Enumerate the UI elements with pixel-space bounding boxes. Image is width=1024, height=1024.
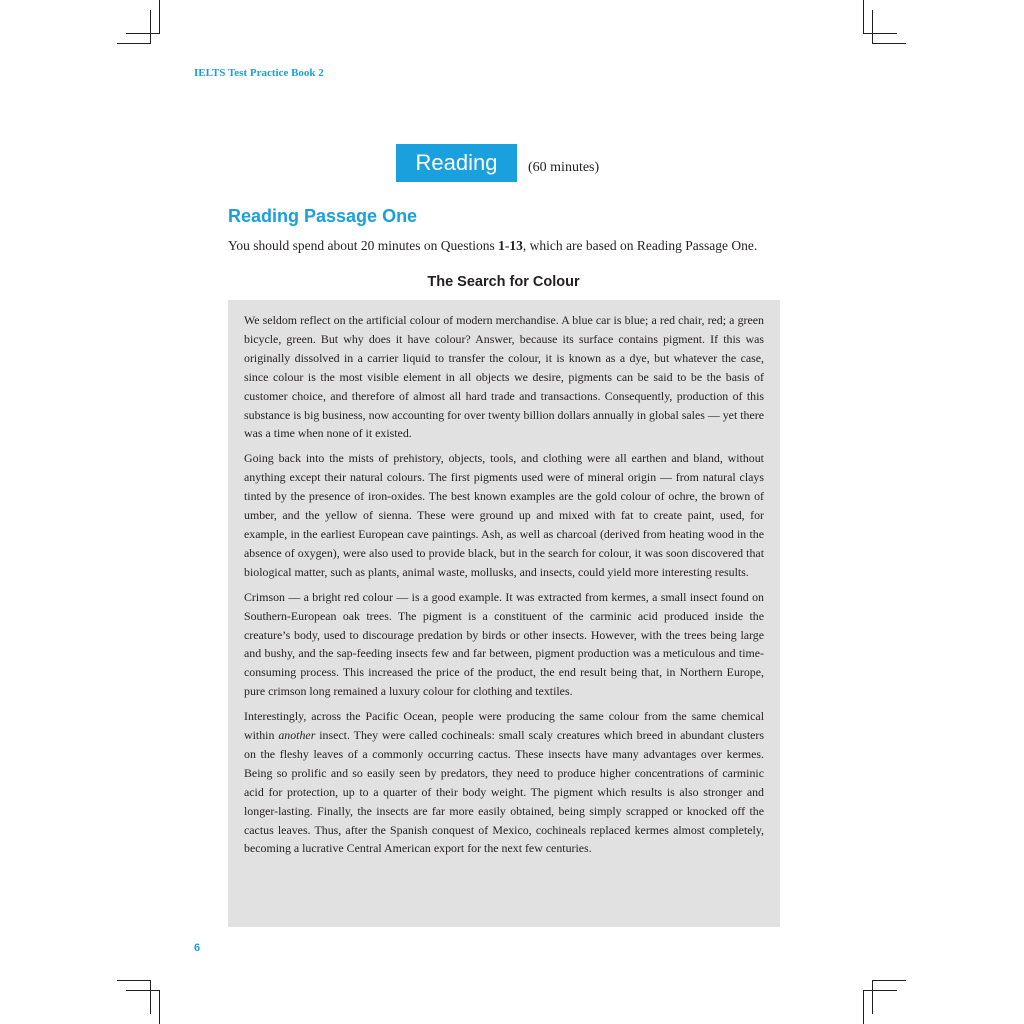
crop-mark: [872, 980, 873, 1014]
crop-mark: [159, 0, 160, 34]
crop-mark: [159, 990, 160, 1024]
crop-mark: [126, 33, 160, 34]
passage-paragraph: We seldom reflect on the artificial colour of modern merchandise. A blue car is blue; a red chair, red; a green bicycle, green. But why does it have colour? Answer, because its surface contains pigment. If this was originally dissolved in a carrier liquid to transfer the colour, it is known as a dye, but whatever the case, since colour is the most visible element in all objects we desire, pigments can be said to be the basis of customer choice, and therefore of almost all hard trade and transactions. Consequently, production of this substance is big business, now accounting for over twenty billion dollars annually in global sales — yet there was a time when none of it existed.: [244, 313, 764, 441]
paragraph-text: Interestingly, across the Pacific Ocean, people were producing the same colour from the same chemical within: [244, 709, 764, 743]
page-number: 6: [194, 942, 201, 954]
crop-mark: [863, 0, 864, 34]
question-end: 13: [509, 238, 523, 253]
crop-mark: [872, 980, 906, 981]
question-start: 1: [498, 238, 505, 253]
crop-mark: [117, 43, 151, 44]
question-range-dash: -: [504, 238, 510, 253]
crop-mark: [117, 980, 151, 981]
passage-title: The Search for Colour: [427, 274, 580, 290]
instructions-before: You should spend about 20 minutes on Questions: [228, 238, 499, 253]
instructions: [228, 238, 757, 254]
passage-text-box: [228, 300, 780, 927]
paragraph-text: insect. They were called cochineals: small scaly creatures which breed in abundant clusters on the fleshy leaves of a commonly occurring cactus. These insects have many advantages over kermes. Being so prolific and so easily seen by predators, they need to produce higher concentrations of carminic acid for protection, up to a quarter of their body weight. The pigment which results is also stronger and longer-lasting. Finally, the insects are far more easily obtained, being simply scrapped or knocked off the cactus leaves. Thus, after the Spanish conquest of Mexico, cochineals replaced kermes almost completely, becoming a lucrative Central American export for the next few centuries.: [244, 728, 764, 856]
crop-mark: [126, 990, 160, 991]
crop-mark: [872, 43, 906, 44]
passage-paragraph: Crimson — a bright red colour — is a good example. It was extracted from kermes, a small insect found on Southern-European oak trees. The pigment is a constituent of the carminic acid produced inside the creature’s body, used to discourage predation by birds or other insects. However, with the trees being large and bushy, and the sap-feeding insects few and far between, pigment production was a meticulous and time-consuming process. This increased the price of the product, the end result being that, in Northern Europe, pure crimson long remained a luxury colour for clothing and textiles.: [244, 589, 764, 699]
crop-mark: [150, 10, 151, 44]
section-header: [396, 144, 599, 182]
crop-mark: [863, 33, 897, 34]
crop-mark: [863, 990, 864, 1024]
crop-mark: [872, 10, 873, 44]
emphasis-text: another: [278, 728, 316, 743]
section-label: Reading: [396, 144, 517, 182]
section-time: (60 minutes): [528, 160, 600, 175]
passage-paragraph: [244, 707, 764, 858]
instructions-after: , which are based on Reading Passage One.: [522, 238, 758, 253]
passage-heading: Reading Passage One: [228, 206, 418, 226]
crop-mark: [863, 990, 897, 991]
running-head: IELTS Test Practice Book 2: [194, 67, 324, 79]
crop-mark: [150, 980, 151, 1014]
passage-paragraph: Going back into the mists of prehistory, objects, tools, and clothing were all earthen and bland, without anything except their natural colours. The first pigments used were of mineral origin — from natural clays tinted by the presence of iron-oxides. The best known examples are the gold colour of ochre, the brown of umber, and the yellow of sienna. These were ground up and mixed with fat to create paint, used, for example, in the earliest European cave paintings. Ash, as well as charcoal (derived from heating wood in the absence of oxygen), were also used to provide black, but in the search for colour, it was soon discovered that biological matter, such as plants, animal waste, mollusks, and insects, could yield more interesting results.: [244, 451, 764, 579]
